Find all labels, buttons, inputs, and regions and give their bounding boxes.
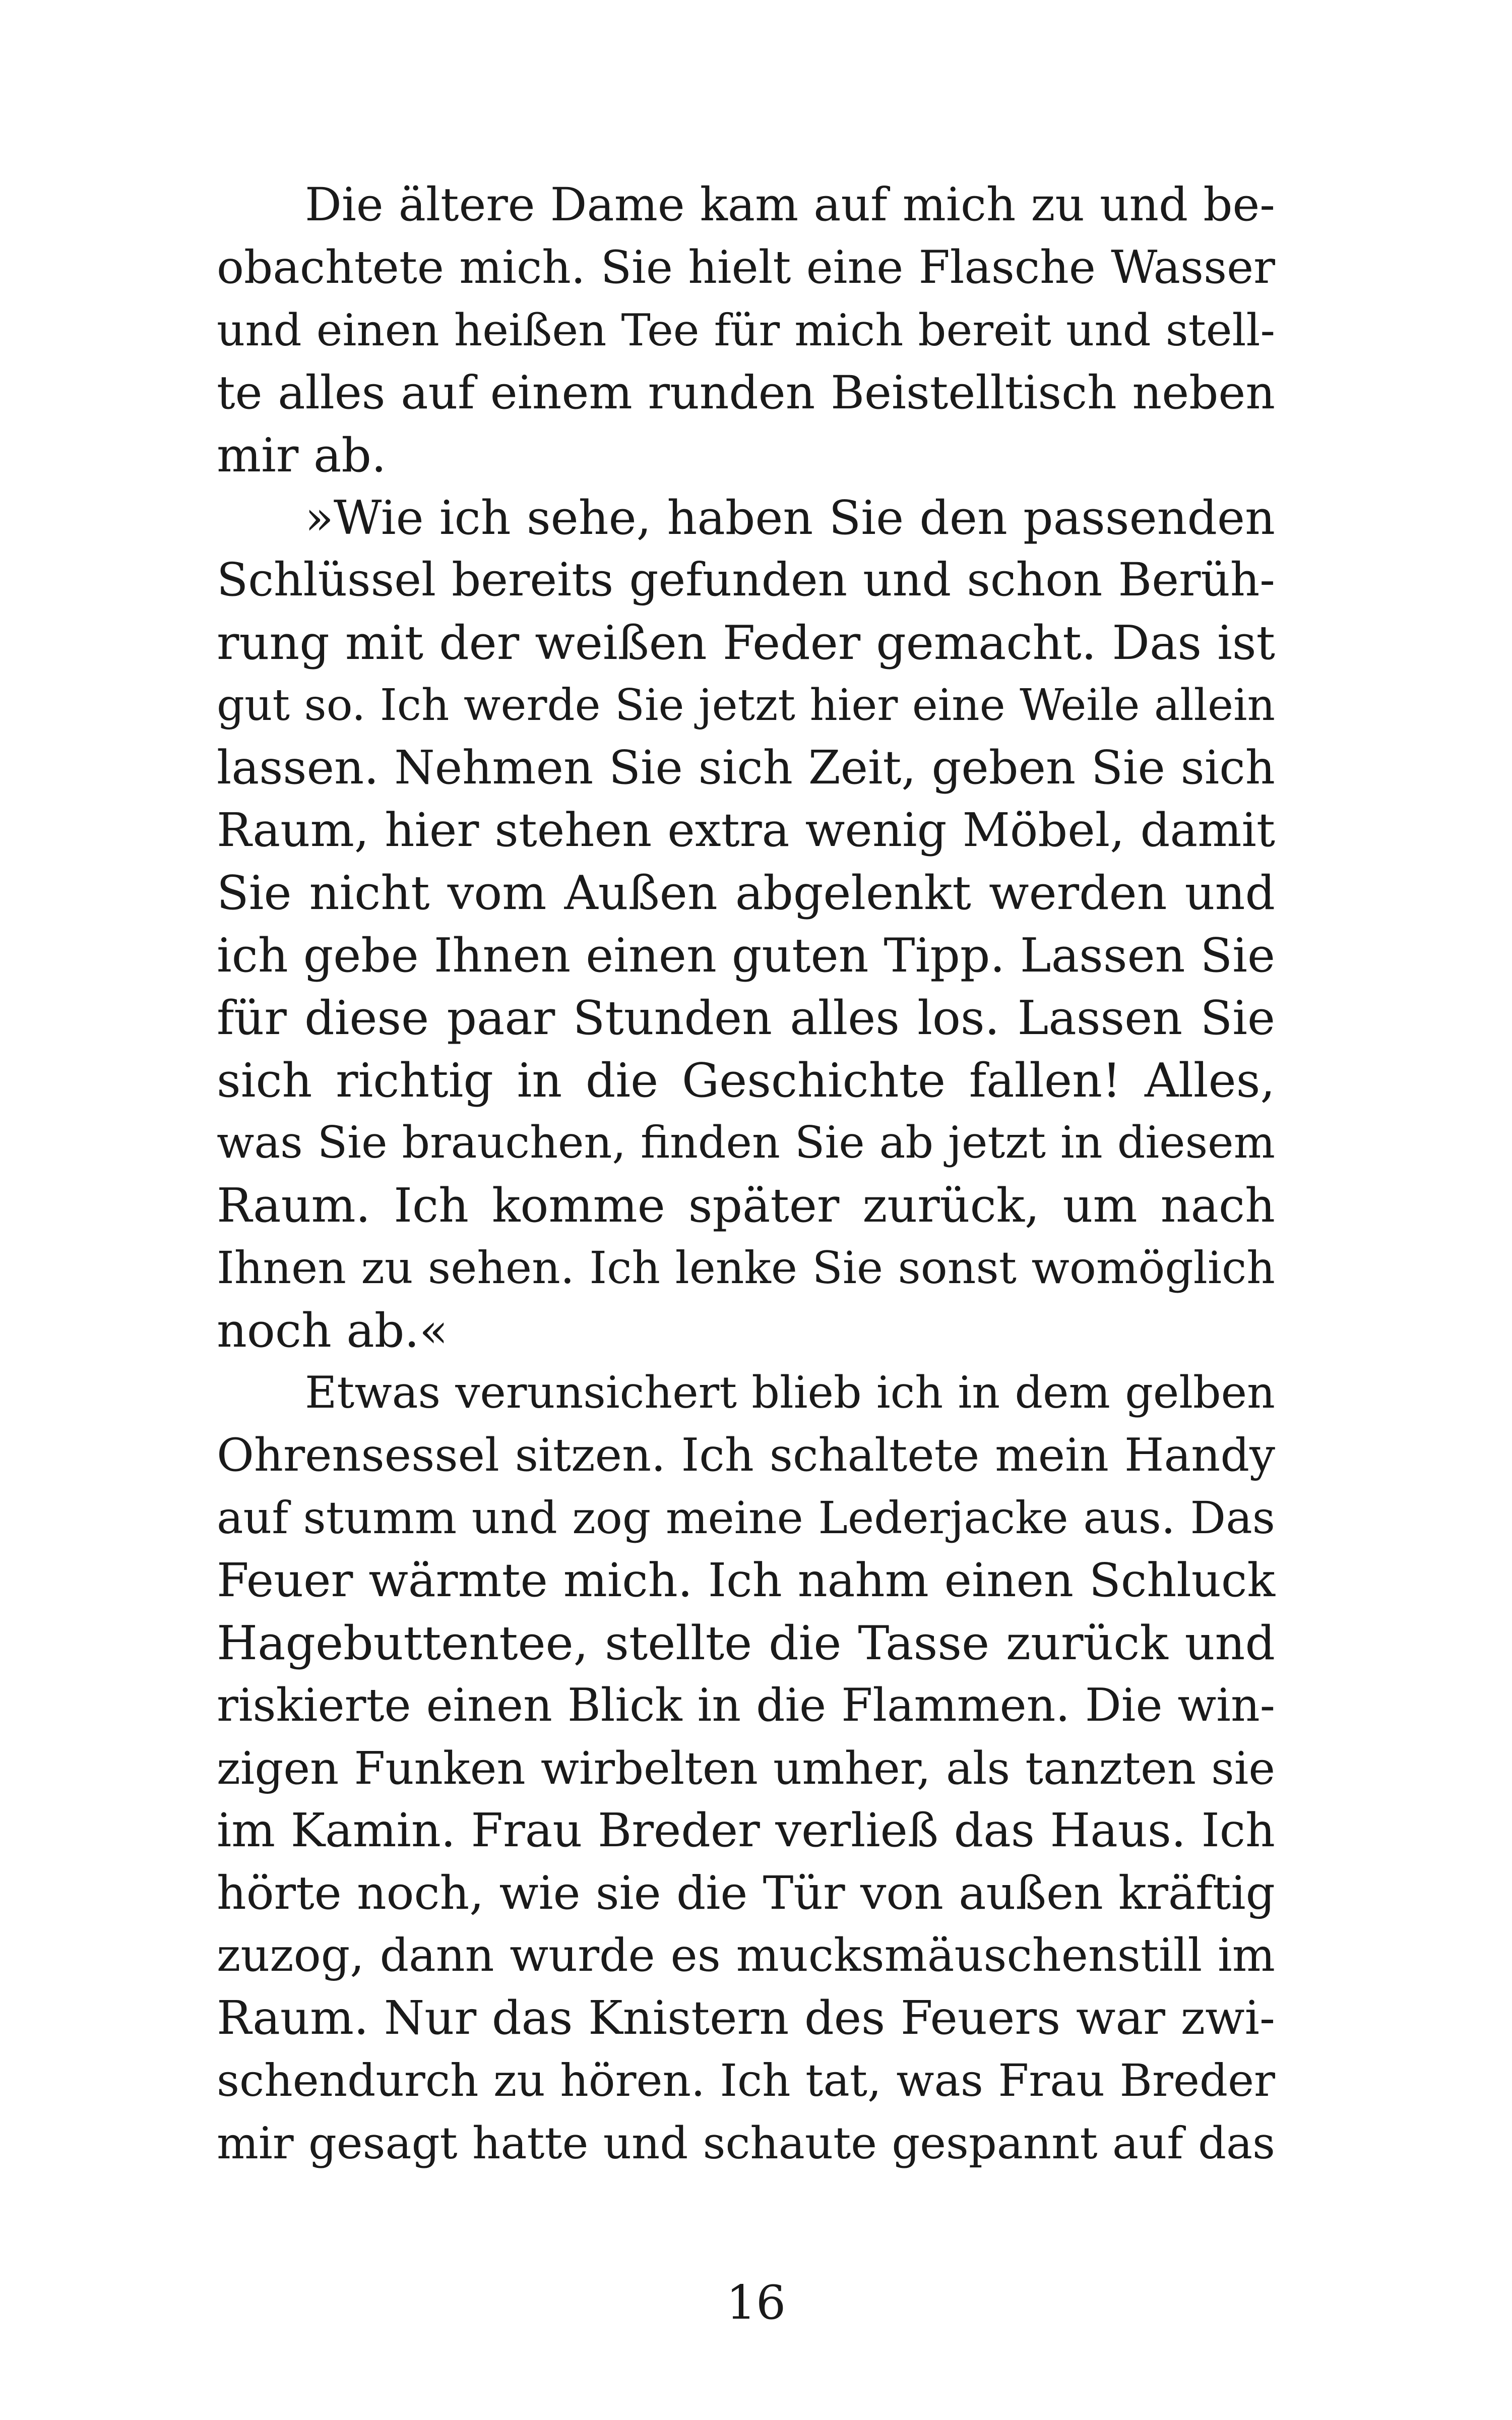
text-line: Ohrensessel sitzen. Ich schaltete mein Handy [217,1429,1275,1482]
text-line: noch ab.« [217,1303,448,1358]
text-line: Raum. Nur das Knistern des Feuers war zwi- [217,1991,1275,2045]
text-line: lassen. Nehmen Sie sich Zeit, geben Sie sich [217,741,1275,795]
paragraph [217,174,1275,487]
text-line: mir ab. [217,428,387,482]
text-line: auf stumm und zog meine Lederjacke aus. Das [217,1492,1275,1544]
text-line: riskierte einen Blick in die Flammen. Die win- [217,1679,1275,1732]
text-line: Die ältere Dame kam auf mich zu und be- [305,178,1275,231]
paragraph [217,1362,1275,2174]
text-line: und einen heißen Tee für mich bereit und stell- [217,305,1275,356]
text-line: schendurch zu hören. Ich tat, was Frau Breder [217,2055,1275,2106]
text-line: »Wie ich sehe, haben Sie den passenden [305,491,1275,545]
paragraph [217,487,1275,1362]
text-line: Feuer wärmte mich. Ich nahm einen Schluck [217,1553,1275,1607]
text-line: Raum. Ich komme später zurück, um nach [217,1178,1275,1233]
body-text [217,174,1275,2174]
text-line: gut so. Ich werde Sie jetzt hier eine Weile allein [217,680,1275,731]
text-line: was Sie brauchen, finden Sie ab jetzt in diesem [217,1117,1275,1168]
text-line: mir gesagt hatte und schaute gespannt auf das [217,2118,1275,2169]
text-line: Sie nicht vom Außen abgelenkt werden und [217,866,1275,920]
text-line: zigen Funken wirbelten umher, als tanzten sie [217,1742,1275,1794]
text-line: te alles auf einem runden Beistelltisch neben [217,366,1275,419]
text-line: obachtete mich. Sie hielt eine Flasche Wasser [217,241,1275,294]
text-line: zuzog, dann wurde es mucksmäuschenstill im [217,1929,1275,1982]
text-line: Etwas verunsichert blieb ich in dem gelben [305,1367,1275,1418]
text-line: Ihnen zu sehen. Ich lenke Sie sonst womöglich [217,1242,1275,1294]
text-line: hörte noch, wie sie die Tür von außen kräftig [217,1866,1275,1920]
text-line: für diese paar Stunden alles los. Lassen Sie [217,991,1275,1045]
page-number: 16 [726,2275,786,2330]
text-line: Raum, hier stehen extra wenig Möbel, damit [217,803,1275,857]
text-line: ich gebe Ihnen einen guten Tipp. Lassen Sie [217,928,1275,983]
text-line: Schlüssel bereits gefunden und schon Berüh- [217,554,1275,607]
text-line: rung mit der weißen Feder gemacht. Das ist [217,616,1275,670]
text-line: sich richtig in die Geschichte fallen! Alles, [217,1053,1275,1108]
text-line: im Kamin. Frau Breder verließ das Haus. Ich [217,1803,1275,1857]
text-line: Hagebuttentee, stellte die Tasse zurück und [217,1616,1275,1670]
